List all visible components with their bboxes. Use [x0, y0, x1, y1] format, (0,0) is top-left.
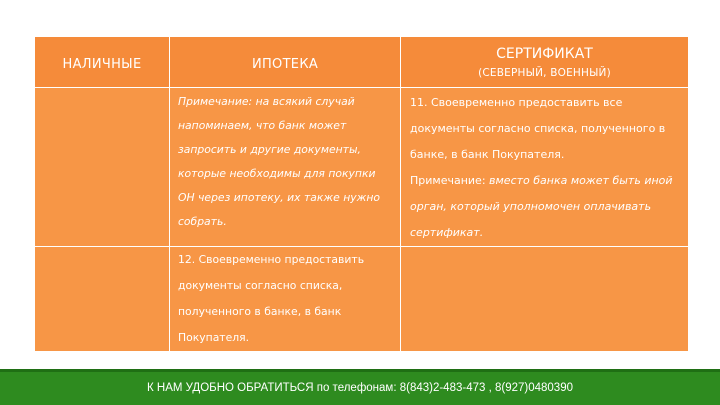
cell-mortgage-row2: [170, 247, 401, 352]
table-header-row: [35, 37, 689, 88]
mortgage-note: [170, 88, 400, 234]
header-cash-label: НАЛИЧНЫЕ: [62, 56, 142, 72]
comparison-table: [34, 36, 689, 352]
mortgage-item: 12. Своевременно предоставить документы согласно списка, полученного в банке, в банк Покупателя.: [178, 253, 365, 344]
table-row: [35, 247, 689, 352]
cell-cash-row1: [35, 88, 170, 247]
certificate-note-text: вместо банка может быть иной орган, который уполномочен оплачивать сертификат.: [410, 174, 673, 239]
header-cash: [35, 37, 170, 88]
certificate-note: [401, 168, 688, 246]
mortgage-note-text: на всякий случай напоминаем, что банк может запросить и другие документы, которые необходимы для покупки ОН через ипотеку, их также нужно собрать.: [178, 95, 381, 228]
certificate-item: 11. Своевременно предоставить все документы согласно списка, полученного в банке, в банк Покупателя.: [410, 96, 666, 161]
cell-cash-row2: [35, 247, 170, 352]
header-certificate: [401, 37, 689, 88]
cell-certificate-row2: [401, 247, 689, 352]
header-certificate-title: СЕРТИФИКАТ: [496, 46, 593, 62]
mortgage-note-label: Примечание:: [178, 95, 253, 108]
footer-text: К НАМ УДОБНО ОБРАТИТЬСЯ по телефонам: 8(843)2-483-473 , 8(927)0480390: [147, 382, 573, 394]
cell-mortgage-row1: [170, 88, 401, 247]
header-mortgage: [170, 37, 401, 88]
table-row: [35, 88, 689, 247]
header-mortgage-label: ИПОТЕКА: [251, 56, 319, 72]
cell-certificate-row1: [401, 88, 689, 247]
certificate-note-label: Примечание:: [410, 174, 486, 187]
header-certificate-subtitle: (СЕВЕРНЫЙ, ВОЕННЫЙ): [478, 67, 611, 79]
contact-footer: [0, 369, 720, 405]
